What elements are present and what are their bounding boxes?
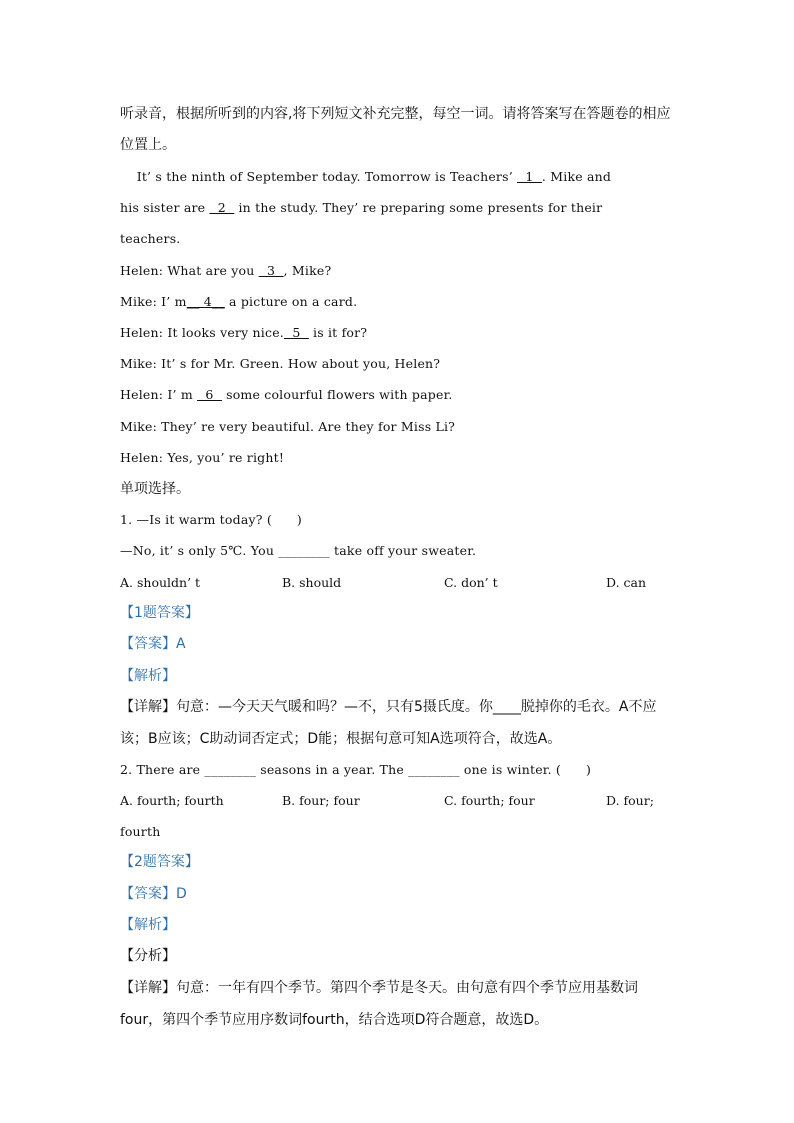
q1-detail-1: 【详解】句意：—今天天气暖和吗？—不，只有5摄氏度。你____脱掉你的毛衣。A不应	[120, 699, 657, 715]
q1-option-c: C. don’ t	[444, 575, 498, 590]
q1-detail-2: 该；B应该；C助动词否定式；D能；根据句意可知A选项符合，故选A。	[120, 731, 562, 747]
passage-text: . Mike and	[541, 169, 612, 184]
q1-answer-tag: 【1题答案】	[120, 605, 199, 621]
dialogue-text: Mike: I’ m	[120, 294, 187, 309]
question-2-stem: 2. There are ________ seasons in a year. The ________ one is winter. ( )	[120, 762, 592, 777]
passage-line-1	[120, 169, 611, 184]
q1-option-b: B. should	[282, 575, 342, 590]
q2-fenxi-tag: 【分析】	[120, 948, 176, 964]
blank-2: 2	[209, 200, 235, 215]
q1-answer: 【答案】A	[120, 636, 186, 652]
blank-5: 5	[283, 325, 309, 340]
q2-detail-2: four，第四个季节应用序数词fourth，结合选项D符合题意，故选D。	[120, 1012, 549, 1028]
q2-analysis-tag: 【解析】	[120, 917, 176, 933]
q2-option-wrap: fourth	[120, 824, 161, 839]
q1-option-a: A. shouldn’ t	[120, 575, 201, 590]
dialogue-line-1	[120, 263, 331, 278]
passage-text: It’ s the ninth of September today. Tomorrow is Teachers’	[120, 169, 518, 184]
q2-option-d: D. four;	[606, 793, 654, 808]
dialogue-line-4: Mike: It’ s for Mr. Green. How about you, Helen?	[120, 356, 441, 371]
q2-answer: 【答案】D	[120, 886, 187, 902]
dialogue-text: is it for?	[308, 325, 368, 340]
dialogue-line-5	[120, 387, 453, 402]
dialogue-text: , Mike?	[283, 263, 332, 278]
q2-option-a: A. fourth; fourth	[120, 793, 224, 808]
q1-analysis-tag: 【解析】	[120, 668, 176, 684]
instruction-line-2: 位置上。	[120, 137, 176, 153]
dialogue-text: a picture on a card.	[224, 294, 358, 309]
passage-line-3: teachers.	[120, 231, 181, 246]
dialogue-line-7: Helen: Yes, you’ re right!	[120, 450, 285, 465]
dialogue-text: Helen: I’ m	[120, 387, 198, 402]
dialogue-line-6: Mike: They’ re very beautiful. Are they for Miss Li?	[120, 419, 456, 434]
q1-option-d: D. can	[606, 575, 647, 590]
dialogue-text: Helen: It looks very nice.	[120, 325, 284, 340]
q2-option-c: C. fourth; four	[444, 793, 535, 808]
dialogue-line-2	[120, 294, 357, 309]
dialogue-line-3	[120, 325, 367, 340]
blank-3: 3	[258, 263, 284, 278]
blank-1: 1	[517, 169, 542, 184]
q2-option-b: B. four; four	[282, 793, 360, 808]
dialogue-text: some colourful flowers with paper.	[221, 387, 453, 402]
question-1-stem-2: —No, it’ s only 5℃. You ________ take off your sweater.	[120, 543, 477, 558]
dialogue-text: Helen: What are you	[120, 263, 259, 278]
passage-line-2	[120, 200, 602, 215]
passage-text: in the study. They’ re preparing some presents for their	[234, 200, 603, 215]
question-1-stem: 1. —Is it warm today? ( )	[120, 512, 303, 527]
q2-detail-1: 【详解】句意：一年有四个季节。第四个季节是冬天。由句意有四个季节应用基数词	[120, 980, 638, 996]
instruction-line-1: 听录音，根据所听到的内容,将下列短文补充完整，每空一词。请将答案写在答题卷的相应	[120, 106, 671, 122]
section-title: 单项选择。	[120, 481, 190, 497]
q2-answer-tag: 【2题答案】	[120, 854, 199, 870]
blank-4: __ 4__	[186, 294, 225, 309]
passage-text: his sister are	[120, 200, 210, 215]
blank-6: 6	[197, 387, 222, 402]
